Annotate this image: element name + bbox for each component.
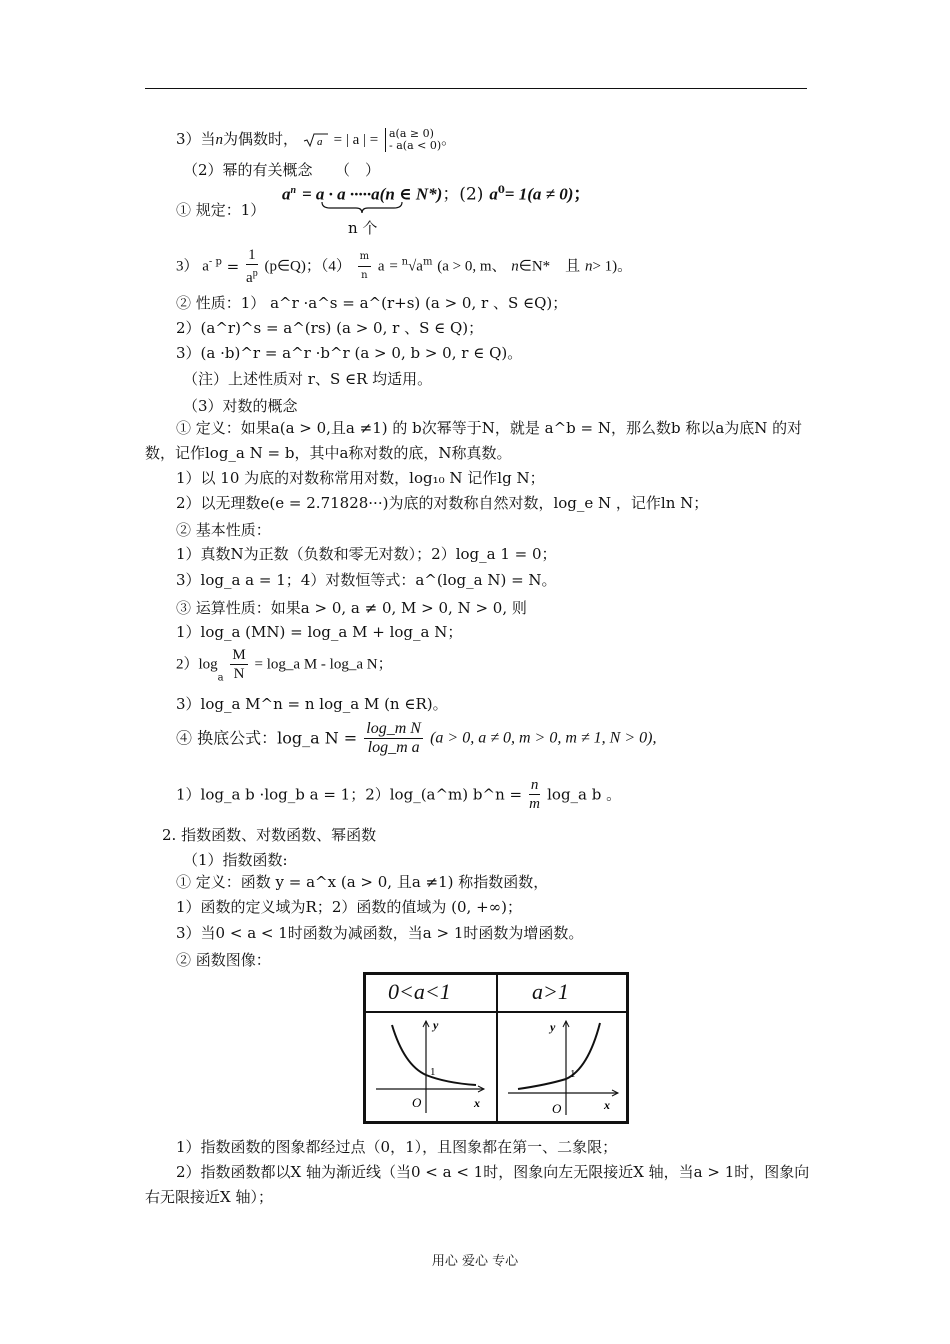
text: (a > 0, a ≠ 0, m > 0, m ≠ 1, N > 0), — [430, 729, 657, 747]
graph-decreasing — [366, 1013, 496, 1121]
text: √a — [408, 258, 423, 275]
text: n — [290, 185, 297, 196]
text: 0 — [497, 185, 505, 196]
exp-graph-figure — [363, 972, 629, 1124]
text: 3）当 — [176, 130, 216, 148]
page-footer: 用心 爱心 专心 — [431, 1254, 519, 1269]
text: - p — [208, 256, 222, 268]
line-domain-range: 1）函数的定义域为R；2）函数的值域为 (0, +∞)； — [176, 898, 522, 916]
text: = a · a ·····a(n ∈ N*) — [301, 184, 443, 204]
denominator: log_m a — [367, 739, 420, 756]
line-natural-log: 2）以无理数e(e = 2.71828···)为底的对数称自然对数，log_e N ，记作ln N； — [176, 494, 709, 512]
svg-text:x: x — [604, 1098, 610, 1112]
case-2: - a(a < 0) — [389, 139, 442, 152]
text: (a > 0, m、 — [437, 258, 507, 275]
svg-text:y: y — [550, 1020, 556, 1034]
text: n — [401, 256, 409, 268]
text: n — [511, 258, 519, 275]
text: = | a | = — [333, 132, 379, 148]
line-basic-2: 3）log_a a = 1；4）对数恒等式：a^(log_a N) = N。 — [176, 571, 557, 589]
svg-text:O: O — [412, 1095, 422, 1110]
svg-text:y: y — [433, 1018, 439, 1032]
text: a — [282, 184, 291, 204]
text: = 1(a ≠ 0) — [504, 184, 574, 204]
case-1: a(a ≥ 0) — [389, 127, 434, 140]
line-power-concept: （2）幂的有关概念 （ ） — [183, 161, 381, 179]
section-heading-2: 2. 指数函数、对数函数、幂函数 — [162, 826, 377, 844]
line-monotonic: 3）当0 < a < 1时函数为减函数，当a > 1时函数为增函数。 — [176, 924, 584, 942]
fraction-exponent — [358, 248, 371, 285]
text: ； — [573, 184, 591, 205]
line-note: （注）上述性质对 r、S ∈R 均适用。 — [183, 370, 433, 388]
svg-text:1: 1 — [570, 1068, 576, 1080]
text: p — [252, 268, 258, 279]
line-exp-function: （1）指数函数: — [183, 851, 288, 869]
header-rule — [145, 88, 807, 89]
header-right: a>1 — [532, 979, 569, 1004]
text: = — [389, 258, 402, 275]
numerator: log_m N — [366, 720, 421, 737]
denominator: n — [361, 270, 368, 281]
line-property-1: ② 性质：1） a^r ·a^s = a^(r+s) (a > 0, r 、S ∈Q)； — [176, 294, 568, 312]
line-graph-prop-2: 2）指数函数都以X 轴为渐近线（当0 < a < 1时，图象向左无限接近X 轴，当a > 1时，图象向 — [176, 1163, 810, 1181]
denominator: N — [233, 666, 245, 682]
line-common-log: 1）以 10 为底的对数称常用对数，log₁₀ N 记作lg N； — [176, 469, 545, 487]
line-log-concept: （3）对数的概念 — [183, 397, 298, 415]
denominator: a — [246, 270, 253, 286]
brace-label: n 个 — [348, 219, 378, 237]
fraction — [529, 776, 541, 813]
text: > 1)。 — [592, 258, 633, 275]
text: log_a b 。 — [547, 785, 622, 804]
line-exp-definition: ① 定义：函数 y = a^x (a > 0, 且a ≠1) 称指数函数， — [176, 873, 549, 891]
text: = — [226, 257, 240, 276]
line-op-3: 3）log_a M^n = n log_a M (n ∈R)。 — [176, 695, 448, 713]
line-log-identities — [176, 776, 621, 818]
text: (p∈Q)；（4） — [264, 258, 351, 275]
numerator: m — [358, 248, 371, 267]
text: ∈N* 且 — [518, 258, 581, 275]
text: 1）log_a b ·log_b a = 1；2）log_(a^m) b^n = — [176, 785, 523, 804]
text: n — [584, 258, 593, 275]
numerator: M — [232, 647, 246, 663]
line-op-1: 1）log_a (MN) = log_a M + log_a N； — [176, 623, 463, 641]
graph-increasing — [498, 1013, 626, 1121]
line-basic-1: 1）真数N为正数（负数和零无对数）；2）log_a 1 = 0； — [176, 545, 557, 563]
line-change-of-base — [176, 720, 656, 768]
line-graph-prop-2-cont: 右无限接近X 轴）； — [145, 1188, 273, 1206]
line-even-root — [176, 128, 456, 152]
line-log-definition-cont: 数，记作log_a N = b，其中a称对数的底，N称真数。 — [145, 444, 512, 462]
fraction — [246, 246, 258, 287]
fraction — [364, 720, 423, 757]
line-negative-exponent — [176, 246, 632, 286]
line-graph-prop-1: 1）指数函数的图象都经过点（0，1），且图象都在第一、二象限； — [176, 1138, 618, 1156]
line-log-definition: ① 定义：如果a(a > 0,且a ≠1) 的 b次幂等于N，就是 a^b = N，那么数b 称以a为底N 的对 — [176, 419, 803, 437]
line-graph-heading: ② 函数图像： — [176, 951, 271, 969]
numerator: n — [530, 777, 539, 793]
radical-icon — [303, 132, 329, 148]
text: 为偶数时， — [223, 130, 299, 148]
text: 。 — [441, 130, 457, 148]
cases-brace — [385, 128, 441, 152]
text: a — [377, 258, 385, 275]
fraction — [230, 646, 247, 683]
text: a — [489, 184, 498, 204]
text: n — [215, 132, 224, 148]
text: ① 规定：1） — [176, 201, 266, 219]
line-definition — [176, 200, 265, 220]
line-operations: ③ 运算性质：如果a > 0, a ≠ 0, M > 0, N > 0, 则 — [176, 599, 527, 617]
text: = log_a M - log_a N； — [254, 656, 393, 673]
text: m — [422, 256, 433, 268]
text: 2）log — [176, 656, 218, 673]
denominator: m — [529, 796, 541, 812]
svg-text:O: O — [552, 1101, 562, 1116]
text: ④ 换底公式：log_a N = — [176, 728, 358, 748]
line-property-3: 3）(a ·b)^r = a^r ·b^r (a > 0, b > 0, r ∈ Q)。 — [176, 344, 523, 362]
underbrace-icon — [320, 200, 404, 214]
numerator: 1 — [246, 246, 258, 265]
line-op-2: $2)\log_a$ $\frac{M}{N}$ = log_a M - log_a N； — [176, 647, 393, 684]
text: ；(2) — [442, 184, 484, 205]
svg-text:a: a — [316, 136, 323, 148]
text: 3） a — [176, 258, 209, 275]
header-left: 0<a<1 — [388, 979, 451, 1004]
svg-text:1: 1 — [430, 1066, 436, 1078]
line-basic-properties: ② 基本性质： — [176, 521, 271, 539]
svg-text:x: x — [474, 1096, 480, 1110]
line-property-2: 2）(a^r)^s = a^(rs) (a > 0, r 、S ∈ Q)； — [176, 319, 484, 337]
